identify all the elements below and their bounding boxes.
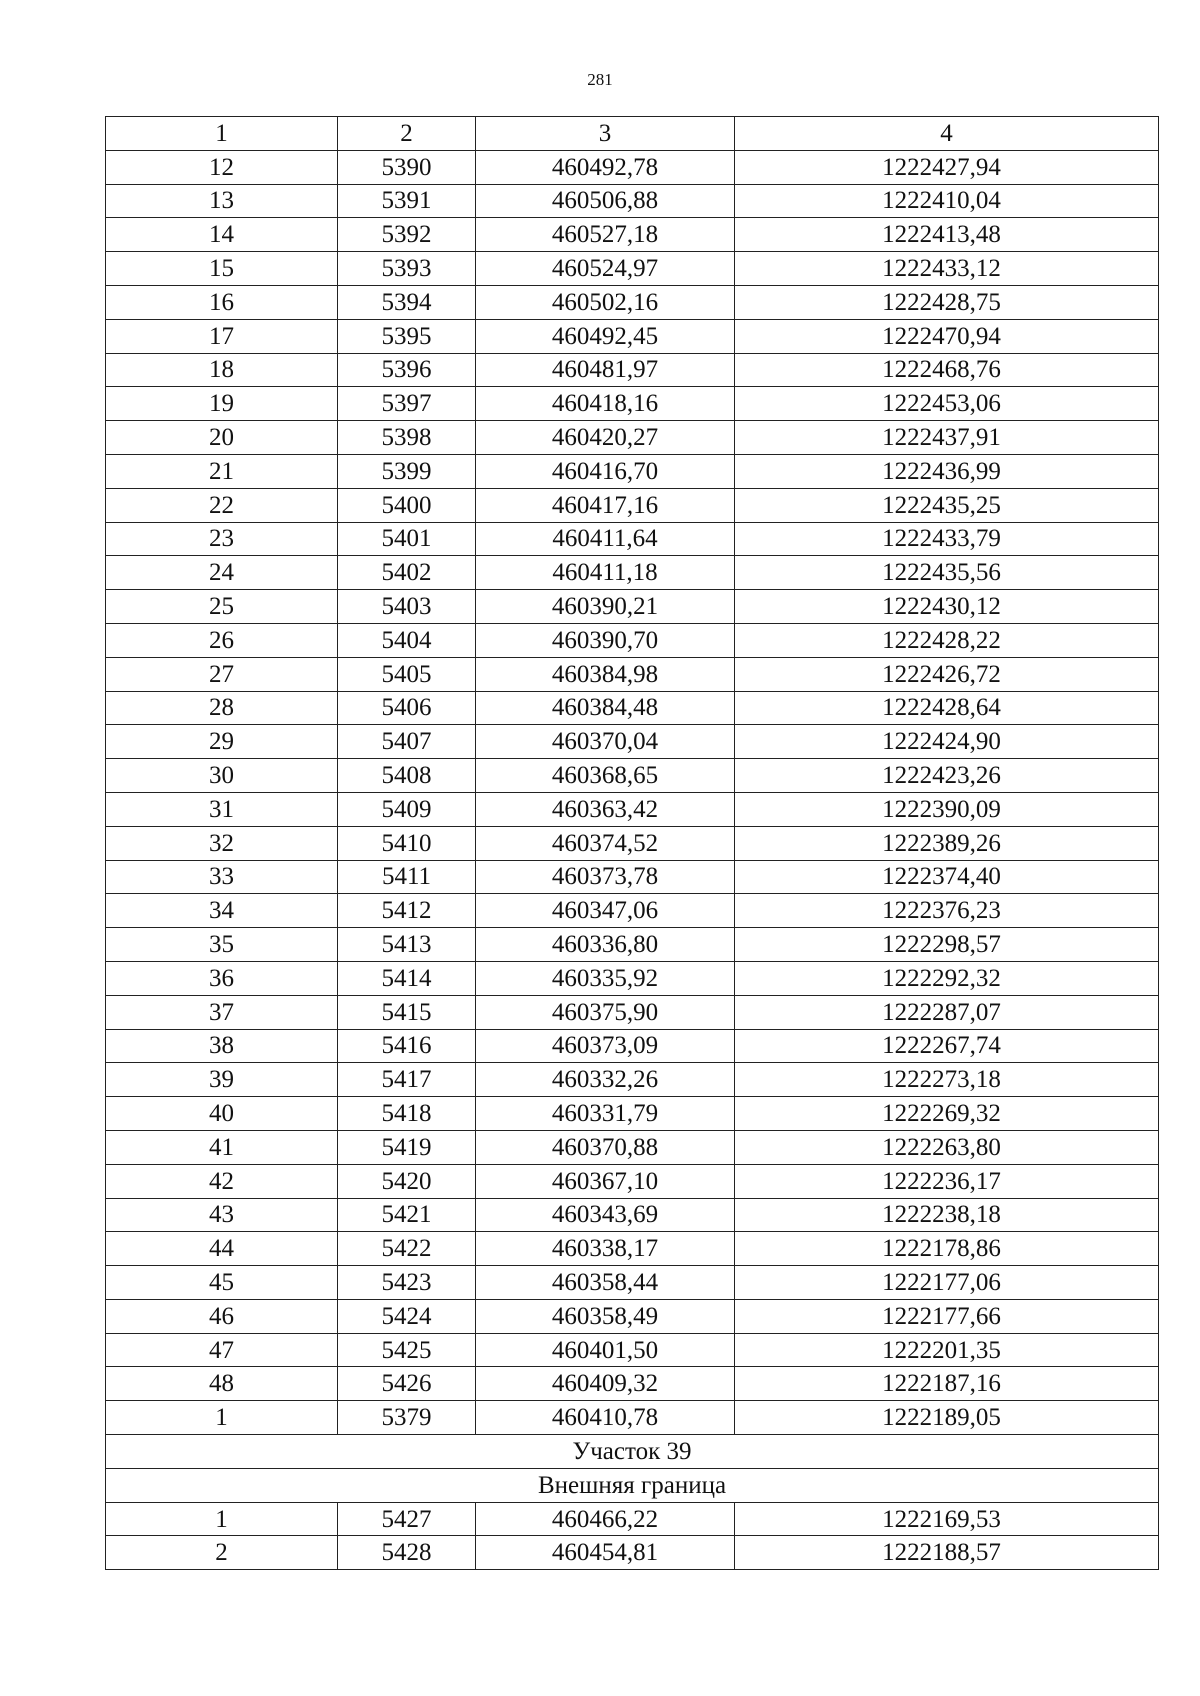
x-coordinate-cell: 460409,32 bbox=[476, 1367, 735, 1401]
y-coordinate-cell: 1222435,56 bbox=[735, 556, 1159, 590]
point-id-cell: 5415 bbox=[338, 995, 476, 1029]
point-id-cell: 5420 bbox=[338, 1164, 476, 1198]
section-subtitle-row bbox=[106, 1468, 1159, 1502]
table-row bbox=[106, 1232, 1159, 1266]
point-id-cell: 5418 bbox=[338, 1097, 476, 1131]
page-number: 281 bbox=[587, 70, 613, 89]
table-row bbox=[106, 1536, 1159, 1570]
point-number-cell: 35 bbox=[106, 928, 338, 962]
x-coordinate-cell: 460492,45 bbox=[476, 319, 735, 353]
point-id-cell: 5419 bbox=[338, 1130, 476, 1164]
y-coordinate-cell: 1222468,76 bbox=[735, 353, 1159, 387]
point-id-cell: 5412 bbox=[338, 894, 476, 928]
point-number-cell: 42 bbox=[106, 1164, 338, 1198]
x-coordinate-cell: 460358,44 bbox=[476, 1266, 735, 1300]
point-number-cell: 28 bbox=[106, 691, 338, 725]
y-coordinate-cell: 1222263,80 bbox=[735, 1130, 1159, 1164]
table-row bbox=[106, 353, 1159, 387]
y-coordinate-cell: 1222390,09 bbox=[735, 792, 1159, 826]
x-coordinate-cell: 460370,04 bbox=[476, 725, 735, 759]
point-number-cell: 2 bbox=[106, 1536, 338, 1570]
y-coordinate-cell: 1222238,18 bbox=[735, 1198, 1159, 1232]
table-row bbox=[106, 725, 1159, 759]
x-coordinate-cell: 460390,70 bbox=[476, 623, 735, 657]
y-coordinate-cell: 1222410,04 bbox=[735, 184, 1159, 218]
table-row bbox=[106, 1502, 1159, 1536]
y-coordinate-cell: 1222436,99 bbox=[735, 454, 1159, 488]
point-id-cell: 5405 bbox=[338, 657, 476, 691]
point-number-cell: 19 bbox=[106, 387, 338, 421]
point-id-cell: 5428 bbox=[338, 1536, 476, 1570]
x-coordinate-cell: 460390,21 bbox=[476, 590, 735, 624]
y-coordinate-cell: 1222433,79 bbox=[735, 522, 1159, 556]
point-id-cell: 5402 bbox=[338, 556, 476, 590]
point-id-cell: 5424 bbox=[338, 1299, 476, 1333]
y-coordinate-cell: 1222428,64 bbox=[735, 691, 1159, 725]
y-coordinate-cell: 1222189,05 bbox=[735, 1401, 1159, 1435]
y-coordinate-cell: 1222424,90 bbox=[735, 725, 1159, 759]
x-coordinate-cell: 460358,49 bbox=[476, 1299, 735, 1333]
x-coordinate-cell: 460384,98 bbox=[476, 657, 735, 691]
point-id-cell: 5394 bbox=[338, 285, 476, 319]
y-coordinate-cell: 1222433,12 bbox=[735, 252, 1159, 286]
point-number-cell: 39 bbox=[106, 1063, 338, 1097]
y-coordinate-cell: 1222423,26 bbox=[735, 759, 1159, 793]
table-row bbox=[106, 252, 1159, 286]
point-id-cell: 5398 bbox=[338, 421, 476, 455]
point-id-cell: 5414 bbox=[338, 961, 476, 995]
point-id-cell: 5396 bbox=[338, 353, 476, 387]
point-number-cell: 36 bbox=[106, 961, 338, 995]
point-number-cell: 1 bbox=[106, 1502, 338, 1536]
x-coordinate-cell: 460370,88 bbox=[476, 1130, 735, 1164]
y-coordinate-cell: 1222187,16 bbox=[735, 1367, 1159, 1401]
header-cell: 3 bbox=[476, 117, 735, 151]
point-id-cell: 5408 bbox=[338, 759, 476, 793]
point-number-cell: 1 bbox=[106, 1401, 338, 1435]
point-number-cell: 47 bbox=[106, 1333, 338, 1367]
point-id-cell: 5411 bbox=[338, 860, 476, 894]
table-row bbox=[106, 995, 1159, 1029]
table-row bbox=[106, 319, 1159, 353]
y-coordinate-cell: 1222177,66 bbox=[735, 1299, 1159, 1333]
table-row bbox=[106, 961, 1159, 995]
table-row bbox=[106, 1198, 1159, 1232]
x-coordinate-cell: 460363,42 bbox=[476, 792, 735, 826]
y-coordinate-cell: 1222435,25 bbox=[735, 488, 1159, 522]
x-coordinate-cell: 460368,65 bbox=[476, 759, 735, 793]
point-id-cell: 5395 bbox=[338, 319, 476, 353]
x-coordinate-cell: 460384,48 bbox=[476, 691, 735, 725]
y-coordinate-cell: 1222470,94 bbox=[735, 319, 1159, 353]
x-coordinate-cell: 460411,18 bbox=[476, 556, 735, 590]
y-coordinate-cell: 1222287,07 bbox=[735, 995, 1159, 1029]
y-coordinate-cell: 1222374,40 bbox=[735, 860, 1159, 894]
point-id-cell: 5397 bbox=[338, 387, 476, 421]
point-number-cell: 32 bbox=[106, 826, 338, 860]
table-row bbox=[106, 1097, 1159, 1131]
x-coordinate-cell: 460401,50 bbox=[476, 1333, 735, 1367]
point-id-cell: 5401 bbox=[338, 522, 476, 556]
table-row bbox=[106, 218, 1159, 252]
y-coordinate-cell: 1222389,26 bbox=[735, 826, 1159, 860]
y-coordinate-cell: 1222236,17 bbox=[735, 1164, 1159, 1198]
y-coordinate-cell: 1222201,35 bbox=[735, 1333, 1159, 1367]
point-number-cell: 13 bbox=[106, 184, 338, 218]
point-id-cell: 5417 bbox=[338, 1063, 476, 1097]
x-coordinate-cell: 460502,16 bbox=[476, 285, 735, 319]
x-coordinate-cell: 460417,16 bbox=[476, 488, 735, 522]
column-number-row bbox=[106, 117, 1159, 151]
y-coordinate-cell: 1222273,18 bbox=[735, 1063, 1159, 1097]
point-id-cell: 5422 bbox=[338, 1232, 476, 1266]
section-title: Участок 39 bbox=[106, 1435, 1159, 1469]
point-number-cell: 22 bbox=[106, 488, 338, 522]
table-row bbox=[106, 623, 1159, 657]
coordinates-table bbox=[105, 116, 1159, 1570]
x-coordinate-cell: 460527,18 bbox=[476, 218, 735, 252]
table-row bbox=[106, 894, 1159, 928]
point-id-cell: 5404 bbox=[338, 623, 476, 657]
point-number-cell: 18 bbox=[106, 353, 338, 387]
x-coordinate-cell: 460373,09 bbox=[476, 1029, 735, 1063]
section-subtitle: Внешняя граница bbox=[106, 1468, 1159, 1502]
table-row bbox=[106, 590, 1159, 624]
section-title-row bbox=[106, 1435, 1159, 1469]
point-number-cell: 48 bbox=[106, 1367, 338, 1401]
point-id-cell: 5410 bbox=[338, 826, 476, 860]
table-row bbox=[106, 1164, 1159, 1198]
point-id-cell: 5416 bbox=[338, 1029, 476, 1063]
point-id-cell: 5390 bbox=[338, 150, 476, 184]
table-row bbox=[106, 1266, 1159, 1300]
point-id-cell: 5400 bbox=[338, 488, 476, 522]
point-number-cell: 34 bbox=[106, 894, 338, 928]
table-row bbox=[106, 657, 1159, 691]
table-row bbox=[106, 556, 1159, 590]
point-id-cell: 5425 bbox=[338, 1333, 476, 1367]
x-coordinate-cell: 460418,16 bbox=[476, 387, 735, 421]
table-row bbox=[106, 387, 1159, 421]
y-coordinate-cell: 1222292,32 bbox=[735, 961, 1159, 995]
point-number-cell: 46 bbox=[106, 1299, 338, 1333]
y-coordinate-cell: 1222426,72 bbox=[735, 657, 1159, 691]
y-coordinate-cell: 1222269,32 bbox=[735, 1097, 1159, 1131]
table-row bbox=[106, 1063, 1159, 1097]
x-coordinate-cell: 460411,64 bbox=[476, 522, 735, 556]
x-coordinate-cell: 460506,88 bbox=[476, 184, 735, 218]
table-row bbox=[106, 1401, 1159, 1435]
point-number-cell: 25 bbox=[106, 590, 338, 624]
coordinates-table-body bbox=[106, 117, 1159, 1570]
point-id-cell: 5426 bbox=[338, 1367, 476, 1401]
point-number-cell: 30 bbox=[106, 759, 338, 793]
header-cell: 4 bbox=[735, 117, 1159, 151]
table-row bbox=[106, 1333, 1159, 1367]
point-number-cell: 15 bbox=[106, 252, 338, 286]
table-row bbox=[106, 285, 1159, 319]
x-coordinate-cell: 460343,69 bbox=[476, 1198, 735, 1232]
x-coordinate-cell: 460481,97 bbox=[476, 353, 735, 387]
y-coordinate-cell: 1222169,53 bbox=[735, 1502, 1159, 1536]
x-coordinate-cell: 460367,10 bbox=[476, 1164, 735, 1198]
point-number-cell: 26 bbox=[106, 623, 338, 657]
point-id-cell: 5393 bbox=[338, 252, 476, 286]
y-coordinate-cell: 1222188,57 bbox=[735, 1536, 1159, 1570]
x-coordinate-cell: 460331,79 bbox=[476, 1097, 735, 1131]
x-coordinate-cell: 460416,70 bbox=[476, 454, 735, 488]
table-row bbox=[106, 1367, 1159, 1401]
point-number-cell: 21 bbox=[106, 454, 338, 488]
y-coordinate-cell: 1222376,23 bbox=[735, 894, 1159, 928]
point-id-cell: 5379 bbox=[338, 1401, 476, 1435]
point-number-cell: 44 bbox=[106, 1232, 338, 1266]
table-row bbox=[106, 691, 1159, 725]
point-number-cell: 40 bbox=[106, 1097, 338, 1131]
y-coordinate-cell: 1222178,86 bbox=[735, 1232, 1159, 1266]
x-coordinate-cell: 460338,17 bbox=[476, 1232, 735, 1266]
point-id-cell: 5407 bbox=[338, 725, 476, 759]
table-row bbox=[106, 826, 1159, 860]
x-coordinate-cell: 460492,78 bbox=[476, 150, 735, 184]
y-coordinate-cell: 1222427,94 bbox=[735, 150, 1159, 184]
y-coordinate-cell: 1222267,74 bbox=[735, 1029, 1159, 1063]
point-number-cell: 17 bbox=[106, 319, 338, 353]
point-number-cell: 43 bbox=[106, 1198, 338, 1232]
point-id-cell: 5413 bbox=[338, 928, 476, 962]
y-coordinate-cell: 1222430,12 bbox=[735, 590, 1159, 624]
table-row bbox=[106, 522, 1159, 556]
point-number-cell: 45 bbox=[106, 1266, 338, 1300]
table-row bbox=[106, 928, 1159, 962]
x-coordinate-cell: 460373,78 bbox=[476, 860, 735, 894]
point-id-cell: 5392 bbox=[338, 218, 476, 252]
y-coordinate-cell: 1222453,06 bbox=[735, 387, 1159, 421]
point-id-cell: 5399 bbox=[338, 454, 476, 488]
table-row bbox=[106, 421, 1159, 455]
header-cell: 1 bbox=[106, 117, 338, 151]
point-id-cell: 5406 bbox=[338, 691, 476, 725]
table-row bbox=[106, 1130, 1159, 1164]
point-id-cell: 5391 bbox=[338, 184, 476, 218]
y-coordinate-cell: 1222428,75 bbox=[735, 285, 1159, 319]
point-number-cell: 29 bbox=[106, 725, 338, 759]
table-row bbox=[106, 1299, 1159, 1333]
point-id-cell: 5403 bbox=[338, 590, 476, 624]
x-coordinate-cell: 460335,92 bbox=[476, 961, 735, 995]
x-coordinate-cell: 460420,27 bbox=[476, 421, 735, 455]
x-coordinate-cell: 460336,80 bbox=[476, 928, 735, 962]
table-row bbox=[106, 454, 1159, 488]
y-coordinate-cell: 1222177,06 bbox=[735, 1266, 1159, 1300]
x-coordinate-cell: 460524,97 bbox=[476, 252, 735, 286]
point-number-cell: 38 bbox=[106, 1029, 338, 1063]
header-cell: 2 bbox=[338, 117, 476, 151]
table-row bbox=[106, 150, 1159, 184]
x-coordinate-cell: 460332,26 bbox=[476, 1063, 735, 1097]
point-number-cell: 20 bbox=[106, 421, 338, 455]
point-number-cell: 37 bbox=[106, 995, 338, 1029]
table-row bbox=[106, 184, 1159, 218]
y-coordinate-cell: 1222437,91 bbox=[735, 421, 1159, 455]
point-number-cell: 24 bbox=[106, 556, 338, 590]
point-id-cell: 5421 bbox=[338, 1198, 476, 1232]
point-id-cell: 5423 bbox=[338, 1266, 476, 1300]
x-coordinate-cell: 460410,78 bbox=[476, 1401, 735, 1435]
point-number-cell: 31 bbox=[106, 792, 338, 826]
table-row bbox=[106, 860, 1159, 894]
x-coordinate-cell: 460375,90 bbox=[476, 995, 735, 1029]
x-coordinate-cell: 460454,81 bbox=[476, 1536, 735, 1570]
y-coordinate-cell: 1222428,22 bbox=[735, 623, 1159, 657]
table-row bbox=[106, 1029, 1159, 1063]
table-row bbox=[106, 488, 1159, 522]
point-number-cell: 16 bbox=[106, 285, 338, 319]
point-number-cell: 12 bbox=[106, 150, 338, 184]
point-number-cell: 41 bbox=[106, 1130, 338, 1164]
point-id-cell: 5427 bbox=[338, 1502, 476, 1536]
point-number-cell: 27 bbox=[106, 657, 338, 691]
x-coordinate-cell: 460374,52 bbox=[476, 826, 735, 860]
y-coordinate-cell: 1222413,48 bbox=[735, 218, 1159, 252]
x-coordinate-cell: 460466,22 bbox=[476, 1502, 735, 1536]
y-coordinate-cell: 1222298,57 bbox=[735, 928, 1159, 962]
table-row bbox=[106, 759, 1159, 793]
point-number-cell: 14 bbox=[106, 218, 338, 252]
point-number-cell: 33 bbox=[106, 860, 338, 894]
x-coordinate-cell: 460347,06 bbox=[476, 894, 735, 928]
point-number-cell: 23 bbox=[106, 522, 338, 556]
point-id-cell: 5409 bbox=[338, 792, 476, 826]
table-row bbox=[106, 792, 1159, 826]
